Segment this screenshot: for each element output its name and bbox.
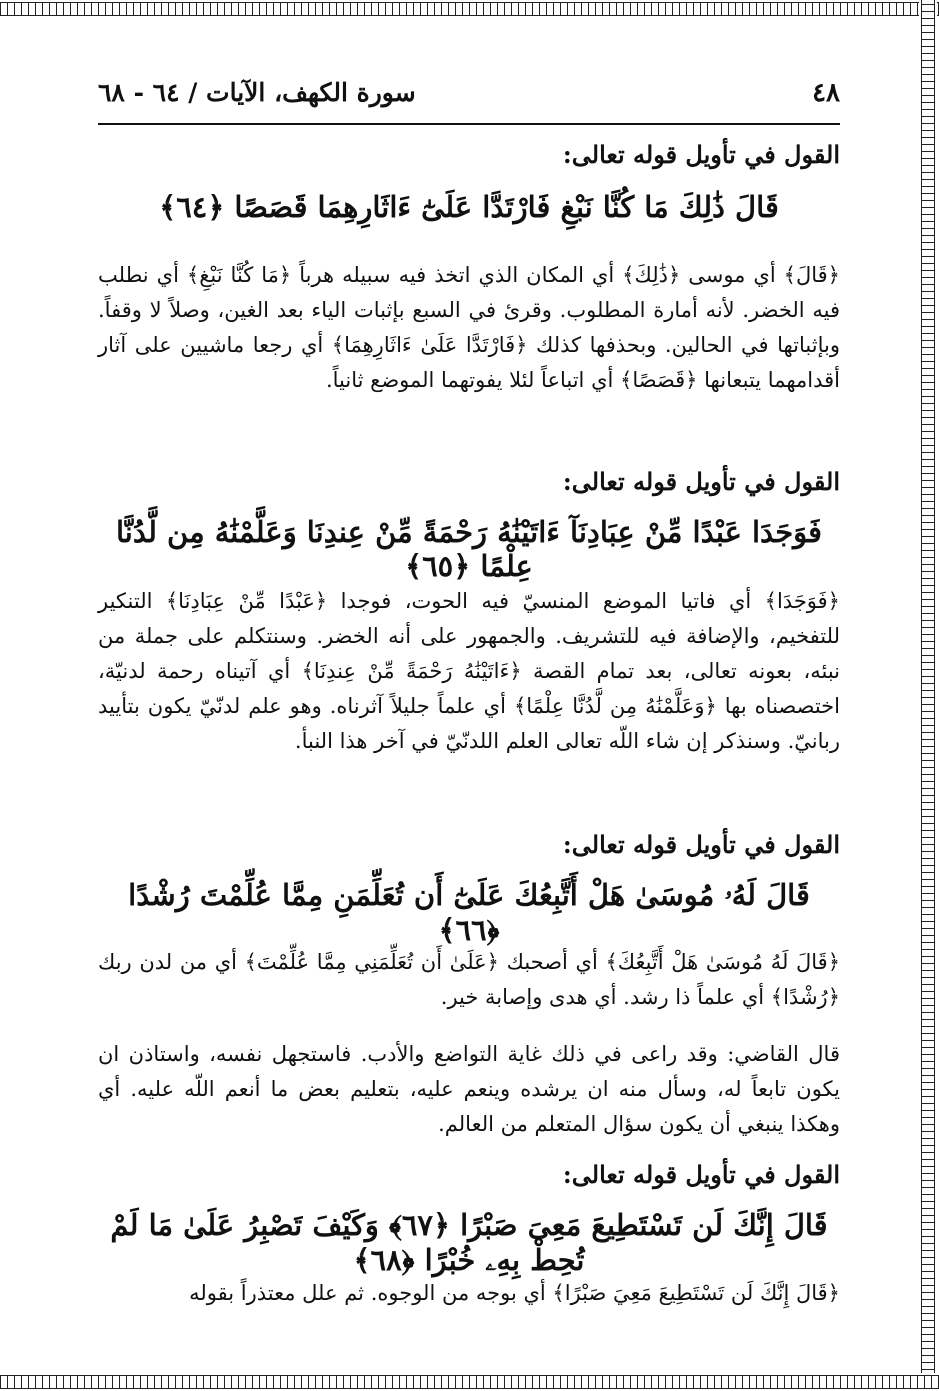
quran-verse: قَالَ لَهُۥ مُوسَىٰ هَلْ أَتَّبِعُكَ عَلَىٰٓ أَن تُعَلِّمَنِ مِمَّا عُلِّمْتَ رُشْدًا ﴿٦٦﴾ [128, 878, 810, 947]
header-rule [98, 123, 840, 125]
section-heading: القول في تأويل قوله تعالى: [562, 1160, 840, 1189]
page-number: ٤٨ [812, 78, 840, 108]
commentary-paragraph: ﴿قَالَ لَهُ مُوسَىٰ هَلْ أَتَّبِعُكَ﴾ أي أصحبك ﴿عَلَىٰ أَن تُعَلِّمَنِي مِمَّا عُلِّمْتَ﴾ أي من لدن ربك ﴿رُشْدًا﴾ أي علماً ذا رشد. أي هدى وإصابة خير. [98, 950, 840, 1009]
commentary-paragraph: ﴿قَالَ إِنَّكَ لَن تَسْتَطِيعَ مَعِيَ صَبْرًا﴾ أي بوجه من الوجوه. ثم علل معتذراً بقوله [189, 1281, 840, 1305]
running-head: سورة الكهف، الآيات / ٦٤ - ٦٨ [98, 78, 416, 107]
commentary-paragraph: ﴿قَالَ﴾ أي موسى ﴿ذَٰلِكَ﴾ أي المكان الذي اتخذ فيه سبيله هرباً ﴿مَا كُنَّا نَبْغِ﴾ أي نطلب فيه الخضر. لأنه أمارة المطلوب. وقرئ في السبع بإثبات الياء بعد الغين، وصلاً لا وقفاً. وبإثباتها في الحالين. وبحذفها كذلك ﴿فَارْتَدَّا عَلَىٰ ءَاثَارِهِمَا﴾ أي رجعا ماشيين على آثار أقدامهما يتبعانها ﴿قَصَصًا﴾ أي اتباعاً لئلا يفوتهما الموضع ثانياً. [98, 263, 840, 392]
commentary-paragraph: قال القاضي: وقد راعى في ذلك غاية التواضع والأدب. فاستجهل نفسه، واستاذن ان يكون تابعاً له، وسأل منه ان يرشده وينعم عليه، بتعليم بعض ما أنعم اللّه عليه. أي وهكذا ينبغي أن يكون سؤال المتعلم من العالم. [98, 1042, 840, 1136]
commentary-paragraph: ﴿فَوَجَدَا﴾ أي فاتيا الموضع المنسيّ فيه الحوت، فوجدا ﴿عَبْدًا مِّنْ عِبَادِنَا﴾ التنكير للتفخيم، والإضافة فيه للتشريف. والجمهور على أنه الخضر. وسنتكلم على جملة من نبئه، بعونه تعالى، بعد تمام القصة ﴿ءَاتَيْنَٰهُ رَحْمَةً مِّنْ عِندِنَا﴾ أي آتيناه رحمة لدنيّة، اختصصناه بها ﴿وَعَلَّمْنَٰهُ مِن لَّدُنَّا عِلْمًا﴾ أي علماً جليلاً آثرناه. وهو علم لدنّيّ يكون بتأييد ربانيّ. وسنذكر إن شاء اللّه تعالى العلم اللدنّيّ في آخر هذا النبأ. [98, 589, 840, 753]
quran-verse: فَوَجَدَا عَبْدًا مِّنْ عِبَادِنَآ ءَاتَيْنَٰهُ رَحْمَةً مِّنْ عِندِنَا وَعَلَّمْنَٰهُ مِن لَّدُنَّا عِلْمًا ﴿٦٥﴾ [115, 515, 823, 583]
quran-verse: قَالَ إِنَّكَ لَن تَسْتَطِيعَ مَعِىَ صَبْرًا ﴿٦٧﴾ وَكَيْفَ تَصْبِرُ عَلَىٰ مَا لَمْ تُحِطْ بِهِۦ خُبْرًا ﴿٦٨﴾ [110, 1208, 828, 1277]
quran-verse: قَالَ ذَٰلِكَ مَا كُنَّا نَبْغِ فَارْتَدَّا عَلَىٰٓ ءَاثَارِهِمَا قَصَصًا ﴿٦٤﴾ [159, 190, 779, 224]
section-heading: القول في تأويل قوله تعالى: [562, 467, 840, 496]
page-header [98, 78, 840, 118]
section-heading: القول في تأويل قوله تعالى: [562, 140, 840, 169]
section-heading: القول في تأويل قوله تعالى: [562, 830, 840, 859]
